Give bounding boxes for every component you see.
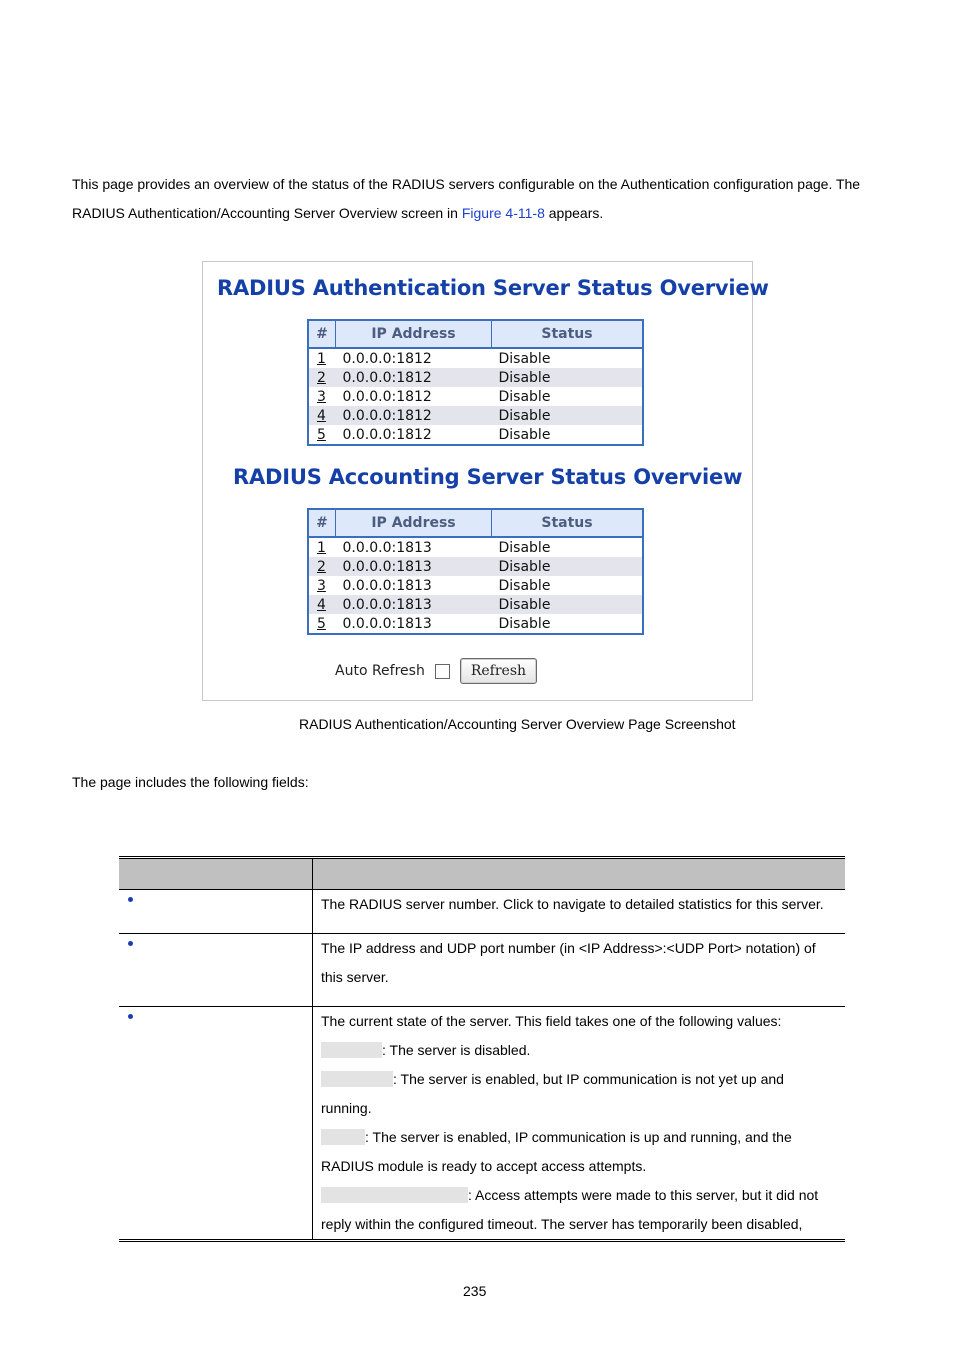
table-row [308,595,643,614]
status-cell: Disable [498,426,551,443]
bullet-icon [128,1014,133,1019]
table-row [308,348,643,368]
status-cell: Disable [498,350,551,367]
screenshot-figure [202,261,769,701]
table-header-row [308,320,643,348]
auth-server-table [307,319,644,446]
page-number: 235 [463,1283,487,1299]
value-highlight [321,1071,393,1087]
table-row [308,576,643,595]
auto-refresh-label: Auto Refresh [335,663,425,679]
table-row [308,537,643,557]
status-cell: Disable [492,557,644,576]
description-header-cell [313,858,846,890]
auth-status-title: RADIUS Authentication Server Status Overview [217,276,769,300]
table-row [308,406,643,425]
ip-address-cell: 0.0.0.0:1813 [342,577,432,594]
server-number-link[interactable]: 3 [317,388,326,405]
status-values-intro: The current state of the server. This field takes one of the following values: [321,1013,782,1029]
status-cell: Disable [492,406,644,425]
intro-line-2-end: appears. [544,205,604,221]
object-cell [119,934,313,1007]
bullet-icon [128,897,133,902]
status-ready-desc [321,1123,837,1181]
ip-address-cell: 0.0.0.0:1813 [336,595,492,614]
refresh-button[interactable]: Refresh [460,658,537,684]
intro-line-1: This page provides an overview of the status of the RADIUS servers configurable on the Authentication configuration page. The [72,176,861,192]
ip-address-cell: 0.0.0.0:1812 [342,350,432,367]
table-row [119,1007,845,1241]
status-disabled-text: : The server is disabled. [382,1042,531,1058]
server-number-link[interactable]: 1 [317,350,326,367]
server-number-link[interactable]: 4 [308,595,336,614]
server-number-link[interactable]: 3 [317,577,326,594]
ip-address-cell: 0.0.0.0:1812 [342,426,432,443]
ip-address-cell: 0.0.0.0:1812 [336,406,492,425]
table-header-row [308,509,643,537]
status-dead-desc [321,1181,837,1239]
server-number-link[interactable]: 1 [317,539,326,556]
description-cell [313,1007,846,1241]
server-number-link[interactable]: 5 [317,426,326,443]
status-cell: Disable [498,615,551,632]
value-highlight [321,1042,382,1058]
ip-address-cell: 0.0.0.0:1813 [336,557,492,576]
status-cell: Disable [492,368,644,387]
value-highlight [321,1129,365,1145]
status-notready-desc [321,1065,837,1123]
column-header-number: # [308,509,336,537]
object-cell [119,890,313,934]
figure-caption: RADIUS Authentication/Accounting Server Overview Page Screenshot [299,716,736,732]
table-row [308,614,643,634]
table-row [308,387,643,406]
column-header-ip: IP Address [336,509,492,537]
status-disabled-desc [321,1036,837,1065]
fields-table-header [119,858,845,890]
description-cell: The RADIUS server number. Click to navigate to detailed statistics for this server. [313,890,846,934]
status-notready-text: : The server is enabled, but IP communication is not yet up and running. [321,1071,784,1116]
server-number-link[interactable]: 2 [308,557,336,576]
status-cell: Disable [498,388,551,405]
intro-paragraph [72,170,892,228]
server-number-link[interactable]: 5 [317,615,326,632]
table-row [119,934,845,1007]
object-cell [119,1007,313,1241]
acct-status-title: RADIUS Accounting Server Status Overview [233,465,743,489]
table-row [308,368,643,387]
description-cell: The IP address and UDP port number (in <IP Address>:<UDP Port> notation) of this server. [313,934,846,1007]
server-number-link[interactable]: 2 [308,368,336,387]
object-header-cell [119,858,313,890]
intro-line-2 [72,199,892,228]
status-cell: Disable [498,577,551,594]
status-ready-text: : The server is enabled, IP communication is up and running, and the RADIUS module is ready to accept access attempts. [321,1129,792,1174]
auto-refresh-checkbox[interactable] [435,664,450,679]
column-header-status: Status [492,509,644,537]
column-header-ip: IP Address [336,320,492,348]
ip-address-cell: 0.0.0.0:1812 [342,388,432,405]
figure-link[interactable]: Figure 4-11-8 [461,205,545,221]
server-number-link[interactable]: 4 [308,406,336,425]
column-header-number: # [308,320,336,348]
value-highlight [321,1187,468,1203]
status-cell: Disable [498,539,551,556]
bullet-icon [128,941,133,946]
ip-address-cell: 0.0.0.0:1812 [336,368,492,387]
table-row [308,557,643,576]
intro-line-2-start: RADIUS Authentication/Accounting Server Overview screen in [72,205,462,221]
fields-table [119,856,845,1242]
refresh-controls [335,658,537,684]
status-cell: Disable [492,595,644,614]
ip-address-cell: 0.0.0.0:1813 [342,539,432,556]
table-row [119,890,845,934]
column-header-status: Status [492,320,644,348]
acct-server-table [307,508,644,635]
status-dead-text: : Access attempts were made to this server, but it did not reply within the configured timeout. The server has temporarily been disabled, [321,1187,819,1232]
table-row [308,425,643,445]
ip-address-cell: 0.0.0.0:1813 [342,615,432,632]
fields-intro: The page includes the following fields: [72,774,309,790]
